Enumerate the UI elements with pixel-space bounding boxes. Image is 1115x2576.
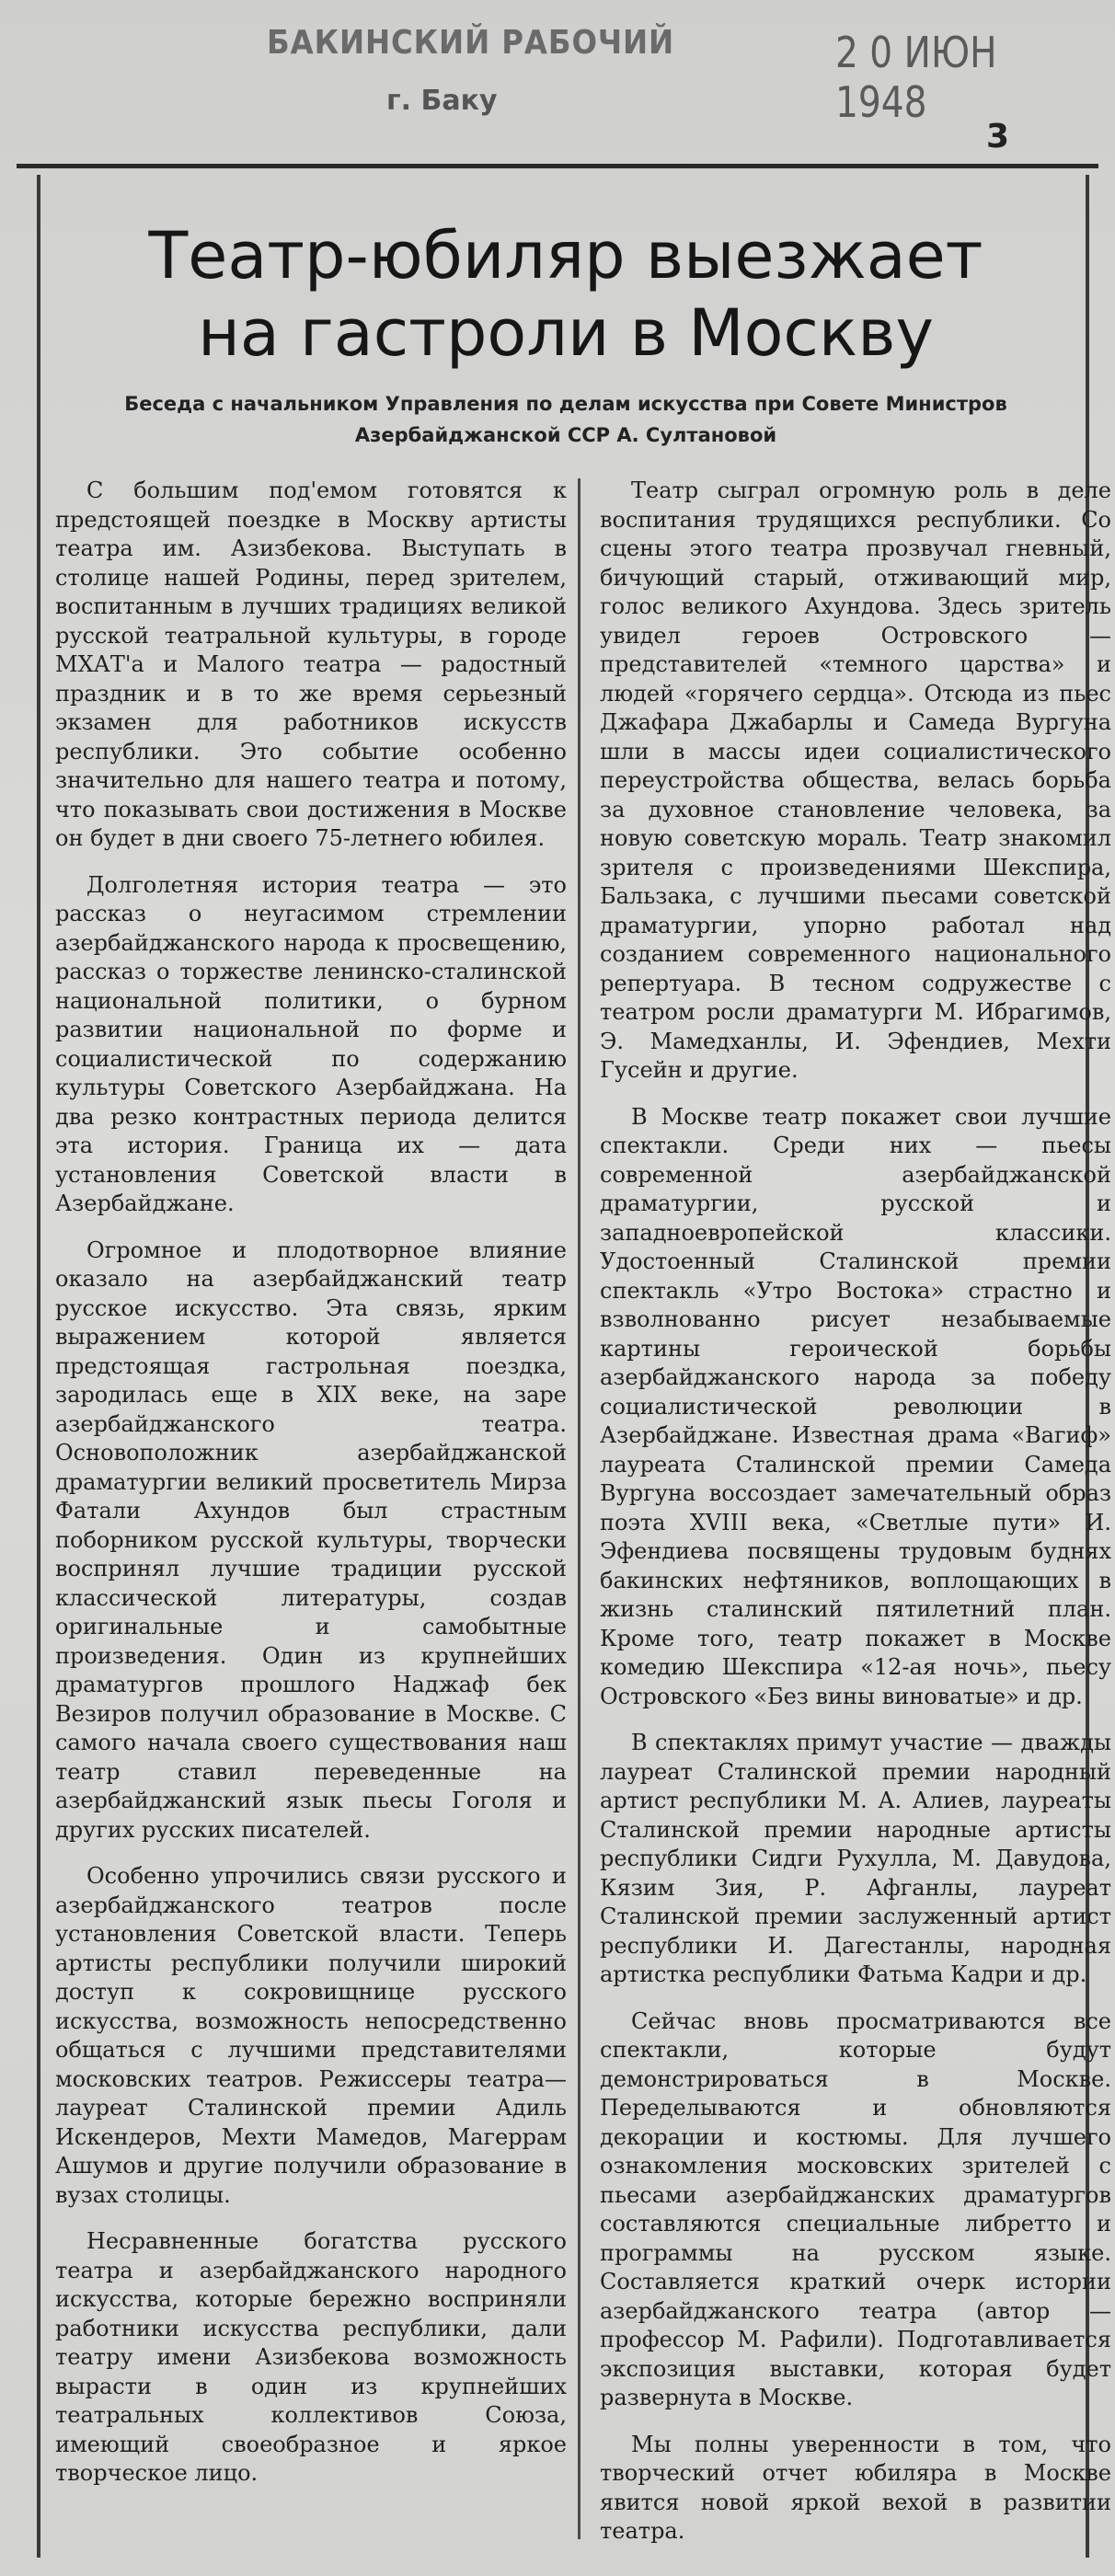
subhead-line-2: Азербайджанской ССР А. Султановой [354, 424, 777, 446]
article-headline [55, 217, 1076, 372]
paragraph: Сейчас вновь просматриваются все спектакли, которые будут демонстрироваться в Москве. Переделываются и обновляются декорации и костюмы. Для лучшего ознакомления московских зрителей с пьесами азербайджанских драматургов составляются специальные либретто и программы на русском языке. Составляется краткий очерк истории азербайджанского театра (автор — профессор М. Рафили). Подготавливается экспозиция выставки, которая будет развернута в Москве. [600, 2007, 1111, 2410]
archive-stamp-city: г. Баку [386, 85, 498, 117]
paragraph: Особенно упрочились связи русского и азербайджанского театров после установления Советской власти. Теперь артисты республики получили широкий доступ к сокровищнице русского искусства, возможность непосредственно общаться с лучшими представителями московских театров. Режиссеры театра—лауреат Сталинской премии Адиль Искендеров, Мехти Мамедов, Магеррам Ашумов и другие получили образование в вузах столицы. [55, 1863, 567, 2208]
right-column [600, 477, 1111, 2564]
paragraph: В Москве театр покажет свои лучшие спектакли. Среди них — пьесы современной азербайджанской драматургии, русской и западноевропейской классики. Удостоенный Сталинской премии спектакль «Утро Востока» страстно и взволнованно рисует незабываемые картины героической борьбы азербайджанского народа за победу социалистической революции в Азербайджане. Известная драма «Вагиф» лауреата Сталинской премии Самеда Вургуна воссоздает замечательный образ поэта XVIII века, «Светлые пути» И. Эфендиева посвящены трудовым буднях бакинских нефтяников, воплощающих в жизнь сталинский пятилетний план. Кроме того, театр покажет в Москве комедию Шекспира «12-ая ночь», пьесу Островского «Без вины виноватые» и др. [600, 1103, 1111, 1709]
page-number: 3 [986, 118, 1010, 155]
archive-stamp-paper: БАКИНСКИЙ РАБОЧИЙ [267, 24, 675, 62]
paragraph: Долголетняя история театра — это рассказ о неугасимом стремлении азербайджанского народа к просвещению, рассказ о торжестве ленинско-сталинской национальной политики, о бурном развитии национальной по форме и социалистической по содержанию культуры Советского Азербайджана. На два резко контрастных периода делится эта история. Граница их — дата установления Советской власти в Азербайджане. [55, 871, 567, 1216]
paragraph: Театр сыграл огромную роль в деле воспитания трудящихся республики. Со сцены этого театра прозвучал гневный, бичующий старый, отживающий мир, голос великого Ахундова. Здесь зритель увидел героев Островского — представителей «темного царства» и людей «горячего сердца». Отсюда из пьес Джафара Джабарлы и Самеда Вургуна шли в массы идеи социалистического переустройства общества, велась борьба за духовное становление человека, за новую советскую мораль. Театр знакомил зрителя с произведениями Шекспира, Бальзака, с лучшими пьесами советской драматургии, упорно работал над созданием современного национального репертуара. В тесном содружестве с театром росли драматурги М. Ибрагимов, Э. Мамедханлы, И. Эфендиев, Мехти Гусейн и другие. [600, 477, 1111, 1083]
left-border-rule [37, 175, 40, 2558]
subhead-line-1: Беседа с начальником Управления по делам искусства при Совете Министров [124, 393, 1007, 415]
paragraph: Несравненные богатства русского театра и азербайджанского народного искусства, которые бережно восприняли работники искусства республики, дали театру имени Азизбекова возможность вырасти в один из крупнейших театральных коллективов Союза, имеющий своеобразное и яркое творческое лицо. [55, 2228, 567, 2486]
column-divider [578, 478, 580, 2539]
left-column [55, 477, 567, 2506]
headline-line-2: на гастроли в Москву [198, 295, 934, 371]
top-rule [17, 164, 1098, 168]
paragraph: Мы полны уверенности в том, что творческий отчет юбиляра в Москве явится новой яркой вехой в развитии театра. [600, 2431, 1111, 2544]
article-subhead [55, 388, 1076, 451]
paragraph: С большим под'емом готовятся к предстоящей поездке в Москву артисты театра им. Азизбекова. Выступать в столице нашей Родины, перед зрителем, воспитанным в лучших традициях великой русской театральной культуры, в городе МХАТ'а и Малого театра — радостный праздник и в то же время серьезный экзамен для работников искусств республики. Это событие особенно значительно для нашего театра и потому, что показывать свои достижения в Москве он будет в дни своего 75-летнего юбилея. [55, 477, 567, 851]
paragraph: В спектаклях примут участие — дважды лауреат Сталинской премии народный артист республики М. А. Алиев, лауреаты Сталинской премии народные артисты республики Сидги Рухулла, М. Давудова, Кязим Зия, Р. Афганлы, лауреат Сталинской премии заслуженный артист республики И. Дагестанлы, народная артистка республики Фатьма Кадри и др. [600, 1730, 1111, 1987]
archive-stamp-date: 2 0 ИЮН 1948 [835, 28, 997, 127]
paragraph: Огромное и плодотворное влияние оказало на азербайджанский театр русское искусство. Эта связь, ярким выражением которой является предстоящая гастрольная поездка, зародилась еще в XIX веке, на заре азербайджанского театра. Основоположник азербайджанской драматургии великий просветитель Мирза Фатали Ахундов был страстным поборником русской культуры, творчески воспринял лучшие традиции русской классической литературы, создав оригинальные и самобытные произведения. Один из крупнейших драматургов прошлого Наджаф бек Везиров получил образование в Москве. С самого начала своего существования наш театр ставил переведенные на азербайджанский язык пьесы Гоголя и других русских писателей. [55, 1236, 567, 1843]
headline-line-1: Театр-юбиляр выезжает [148, 218, 983, 293]
